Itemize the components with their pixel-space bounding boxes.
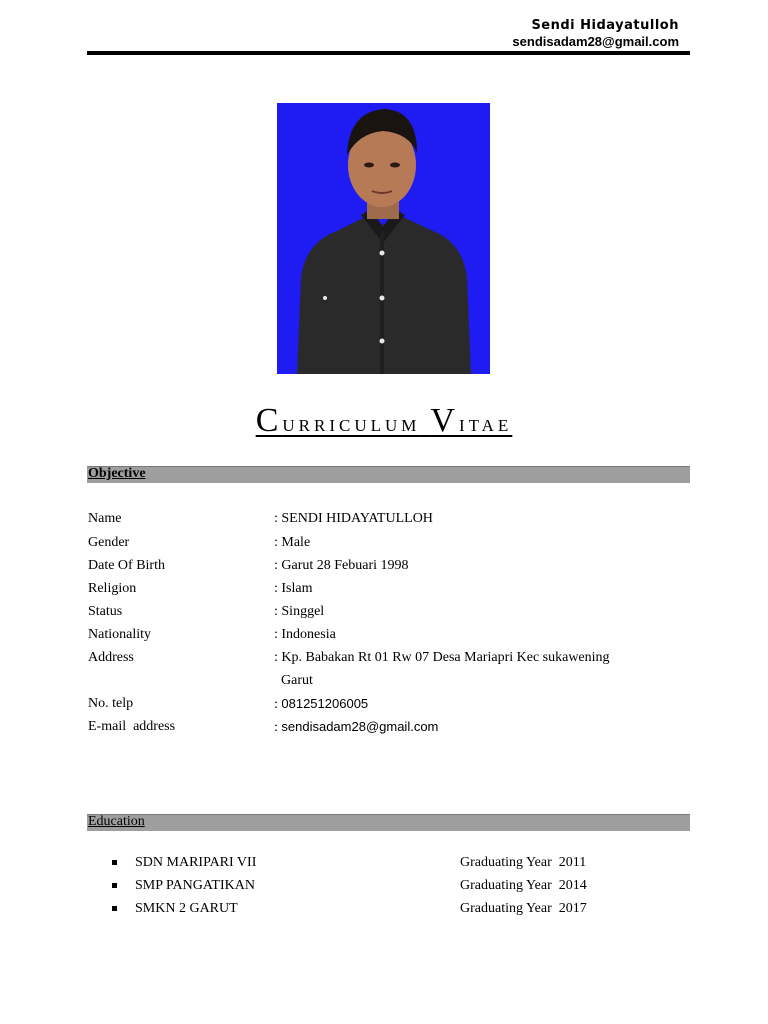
cv-title — [0, 402, 768, 440]
school-name: SMP PANGATIKAN — [135, 878, 255, 893]
graduation-year: Graduating Year 2017 — [460, 901, 587, 916]
info-label: Nationality — [88, 627, 151, 642]
info-value: 081251206005 — [281, 696, 369, 711]
info-value: sendisadam28@gmail.com — [281, 719, 439, 734]
person-silhouette-icon — [277, 103, 490, 374]
info-label: No. telp — [88, 696, 134, 711]
info-value-wrap — [274, 719, 438, 736]
info-label: Name — [88, 511, 122, 526]
info-label: Religion — [88, 581, 137, 596]
profile-photo — [277, 103, 490, 374]
bullet-icon — [112, 883, 117, 888]
objective-section-bar — [87, 466, 690, 483]
info-value: : Kp. Babakan Rt 01 Rw 07 Desa Mariapri Kec sukawening — [274, 650, 610, 665]
cv-title-c: C — [255, 402, 283, 439]
info-label: Gender — [88, 535, 130, 550]
info-label: E-mail address — [88, 719, 176, 734]
info-value: : Indonesia — [274, 627, 336, 642]
list-item — [112, 878, 612, 898]
education-section-bar — [87, 814, 690, 831]
header-email: sendisadam28@gmail.com — [512, 34, 679, 49]
education-heading: Education — [88, 814, 145, 829]
school-name: SMKN 2 GARUT — [135, 901, 238, 916]
info-value: : Singgel — [274, 604, 325, 619]
header-name: Sendi Hidayatulloh — [531, 18, 679, 33]
info-label: Address — [88, 650, 134, 665]
info-value-prefix: : — [274, 720, 282, 735]
graduation-year: Graduating Year 2011 — [460, 855, 587, 870]
header-divider — [87, 51, 690, 55]
bullet-icon — [112, 906, 117, 911]
info-value: : Islam — [274, 581, 313, 596]
list-item — [112, 855, 612, 875]
info-value: : SENDI HIDAYATULLOH — [274, 511, 433, 526]
info-label: Status — [88, 604, 123, 619]
info-value: : Male — [274, 535, 311, 550]
graduation-year: Graduating Year 2014 — [460, 878, 587, 893]
info-value-prefix: : — [274, 697, 282, 712]
info-value: : Garut 28 Febuari 1998 — [274, 558, 409, 573]
cv-title-v: V — [430, 402, 459, 439]
info-label: Date Of Birth — [88, 558, 165, 573]
list-item — [112, 901, 612, 921]
bullet-icon — [112, 860, 117, 865]
objective-heading: Objective — [88, 466, 146, 481]
info-value: Garut — [281, 673, 313, 688]
cv-title-itae: itae — [458, 411, 513, 437]
school-name: SDN MARIPARI VII — [135, 855, 257, 870]
cv-title-urriculum: urriculum — [282, 411, 421, 437]
info-value-wrap — [274, 696, 368, 713]
